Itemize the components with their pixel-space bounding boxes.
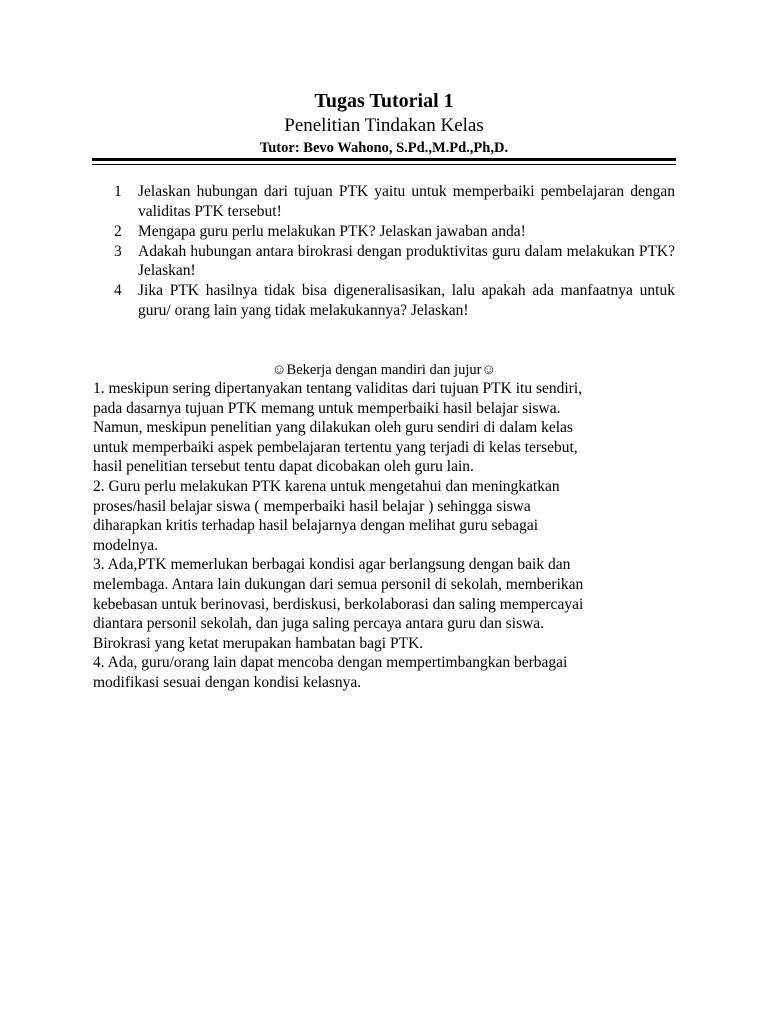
question-number: 2 <box>114 222 122 240</box>
tutor-line: Tutor: Bevo Wahono, S.Pd.,M.Pd.,Ph,D. <box>259 140 509 156</box>
document-title: Tugas Tutorial 1 <box>314 90 454 112</box>
document-subtitle: Penelitian Tindakan Kelas <box>284 115 484 136</box>
question-item <box>110 242 675 281</box>
header-divider-thin <box>92 164 676 165</box>
answer-line: kebebasan untuk berinovasi, berdiskusi, berkolaborasi dan saling mempercayai <box>93 595 584 613</box>
answer-line: proses/hasil belajar siswa ( memperbaiki hasil belajar ) sehingga siswa <box>93 497 531 515</box>
answer-line: untuk memperbaiki aspek pembelajaran tertentu yang terjadi di kelas tersebut, <box>93 438 578 456</box>
answer-line: 1. meskipun sering dipertanyakan tentang validitas dari tujuan PTK itu sendiri, <box>93 380 583 397</box>
answer-line: Birokrasi yang ketat merupakan hambatan bagi PTK. <box>93 634 424 652</box>
question-item <box>110 222 675 242</box>
answer-line: modelnya. <box>93 536 158 554</box>
header-divider-thick <box>92 158 676 161</box>
answer-line: 4. Ada, guru/orang lain dapat mencoba dengan mempertimbangkan berbagai <box>93 654 568 672</box>
question-text: Mengapa guru perlu melakukan PTK? Jelaskan jawaban anda! <box>138 222 526 240</box>
question-item <box>110 182 675 221</box>
answer-block <box>93 379 678 693</box>
answer-line: 3. Ada,PTK memerlukan berbagai kondisi agar berlangsung dengan baik dan <box>93 556 571 574</box>
question-number: 3 <box>114 242 122 260</box>
answer-line: 2. Guru perlu melakukan PTK karena untuk mengetahui dan meningkatkan <box>93 477 560 495</box>
question-number: 4 <box>114 282 122 299</box>
question-list <box>110 182 675 321</box>
answer-line: Namun, meskipun penelitian yang dilakukan oleh guru sendiri di dalam kelas <box>93 419 573 437</box>
document-header <box>92 88 676 158</box>
question-text: Jika PTK hasilnya tidak bisa digeneralisasikan, lalu apakah ada manfaatnya untuk guru/ orang lain yang tidak melakukannya? Jelaskan! <box>138 282 675 319</box>
answer-line: diharapkan kritis terhadap hasil belajarnya dengan melihat guru sebagai <box>93 517 539 535</box>
question-text: Adakah hubungan antara birokrasi dengan produktivitas guru dalam melakukan PTK? Jelaskan! <box>138 242 675 279</box>
answer-line: modifikasi sesuai dengan kondisi kelasnya. <box>93 673 362 691</box>
answer-line: hasil penelitian tersebut tentu dapat dicobakan oleh guru lain. <box>93 458 474 476</box>
answer-line: diantara personil sekolah, dan juga saling percaya antara guru dan siswa. <box>93 615 545 633</box>
question-item <box>110 281 675 320</box>
motto-line: ☺Bekerja dengan mandiri dan jujur☺ <box>271 362 497 378</box>
question-text: Jelaskan hubungan dari tujuan PTK yaitu untuk memperbaiki pembelajaran dengan validitas PTK tersebut! <box>138 183 675 220</box>
answer-line: melembaga. Antara lain dukungan dari semua personil di sekolah, memberikan <box>93 575 584 593</box>
answer-line: pada dasarnya tujuan PTK memang untuk memperbaiki hasil belajar siswa. <box>93 399 561 417</box>
question-number: 1 <box>114 183 122 200</box>
